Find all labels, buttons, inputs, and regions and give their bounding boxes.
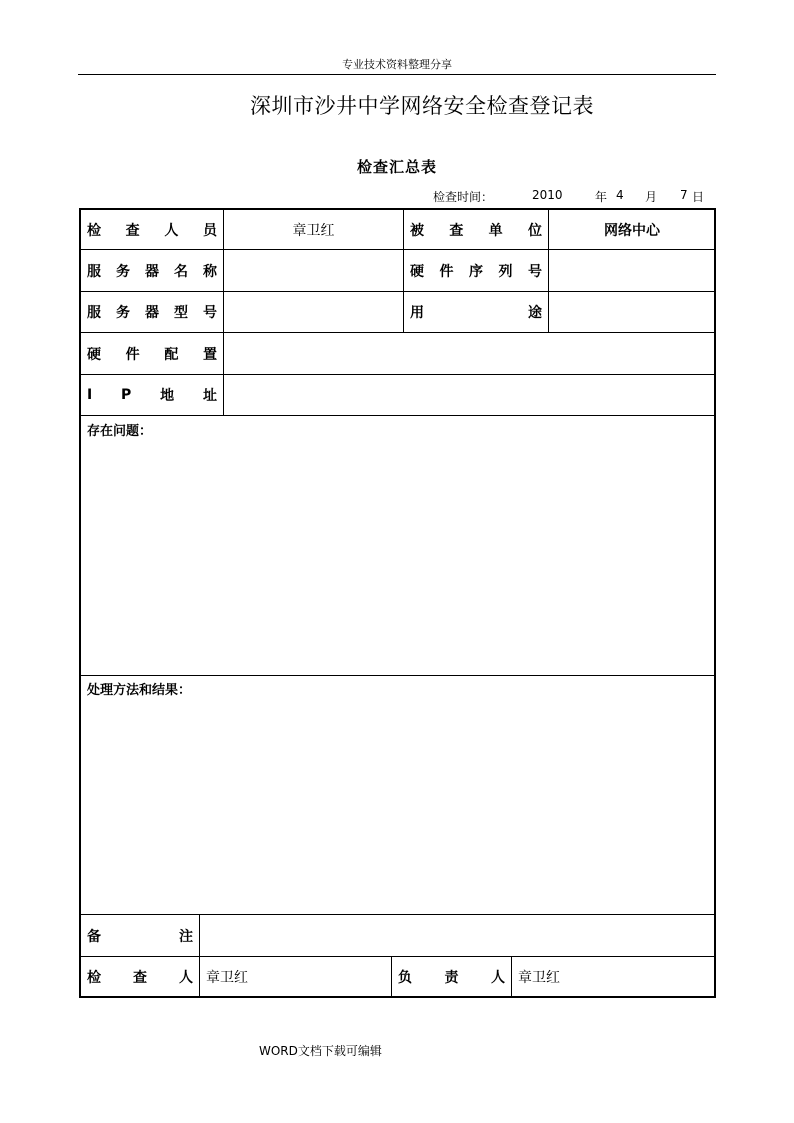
handling-results-textarea[interactable] [81, 700, 715, 913]
row-divider [80, 415, 715, 416]
date-label: 检查时间： [433, 190, 494, 204]
ip-address-value[interactable] [224, 375, 715, 415]
problems-label: 存在问题： [87, 424, 153, 439]
date-day: 7 [680, 188, 688, 202]
document-title: 深圳市沙井中学网络安全检查登记表 [250, 94, 594, 118]
responsible-value[interactable]: 章卫红 [518, 970, 560, 986]
responsible-label: 负 责 人 [398, 970, 505, 986]
hardware-config-label: 硬 件 配 置 [87, 346, 217, 363]
date-month: 4 [616, 188, 624, 202]
inspector-label: 检 查 人 员 [87, 222, 217, 239]
row-divider [80, 675, 715, 676]
server-name-value[interactable] [224, 250, 403, 291]
checker-label: 检 查 人 [87, 970, 193, 986]
page-footer: WORD文档下载可编辑 [259, 1044, 382, 1058]
hardware-config-value[interactable] [224, 333, 715, 374]
purpose-label: 用 途 [410, 305, 542, 321]
document-subtitle: 检查汇总表 [356, 158, 437, 176]
purpose-value[interactable] [549, 292, 715, 332]
inspected-unit-value[interactable]: 网络中心 [604, 222, 660, 239]
remarks-value[interactable] [200, 915, 715, 956]
checker-value[interactable]: 章卫红 [206, 970, 248, 986]
server-name-label: 服 务 器 名 称 [87, 263, 217, 280]
hardware-serial-value[interactable] [549, 250, 715, 291]
date-day-unit: 日 [692, 190, 705, 204]
server-model-value[interactable] [224, 292, 403, 332]
ip-address-label: I P 地 址 [87, 387, 217, 404]
page-header: 专业技术资料整理分享 [78, 56, 716, 75]
date-year-unit: 年 [595, 190, 608, 204]
inspected-unit-label: 被 查 单 位 [410, 222, 542, 239]
inspector-value[interactable]: 章卫红 [292, 222, 335, 239]
date-year: 2010 [532, 188, 563, 202]
handling-results-label: 处理方法和结果： [87, 683, 192, 698]
remarks-label: 备 注 [87, 928, 193, 945]
server-model-label: 服 务 器 型 号 [87, 305, 217, 321]
hardware-serial-label: 硬 件 序 列 号 [410, 263, 542, 280]
problems-textarea[interactable] [81, 440, 715, 674]
date-month-unit: 月 [645, 190, 658, 204]
